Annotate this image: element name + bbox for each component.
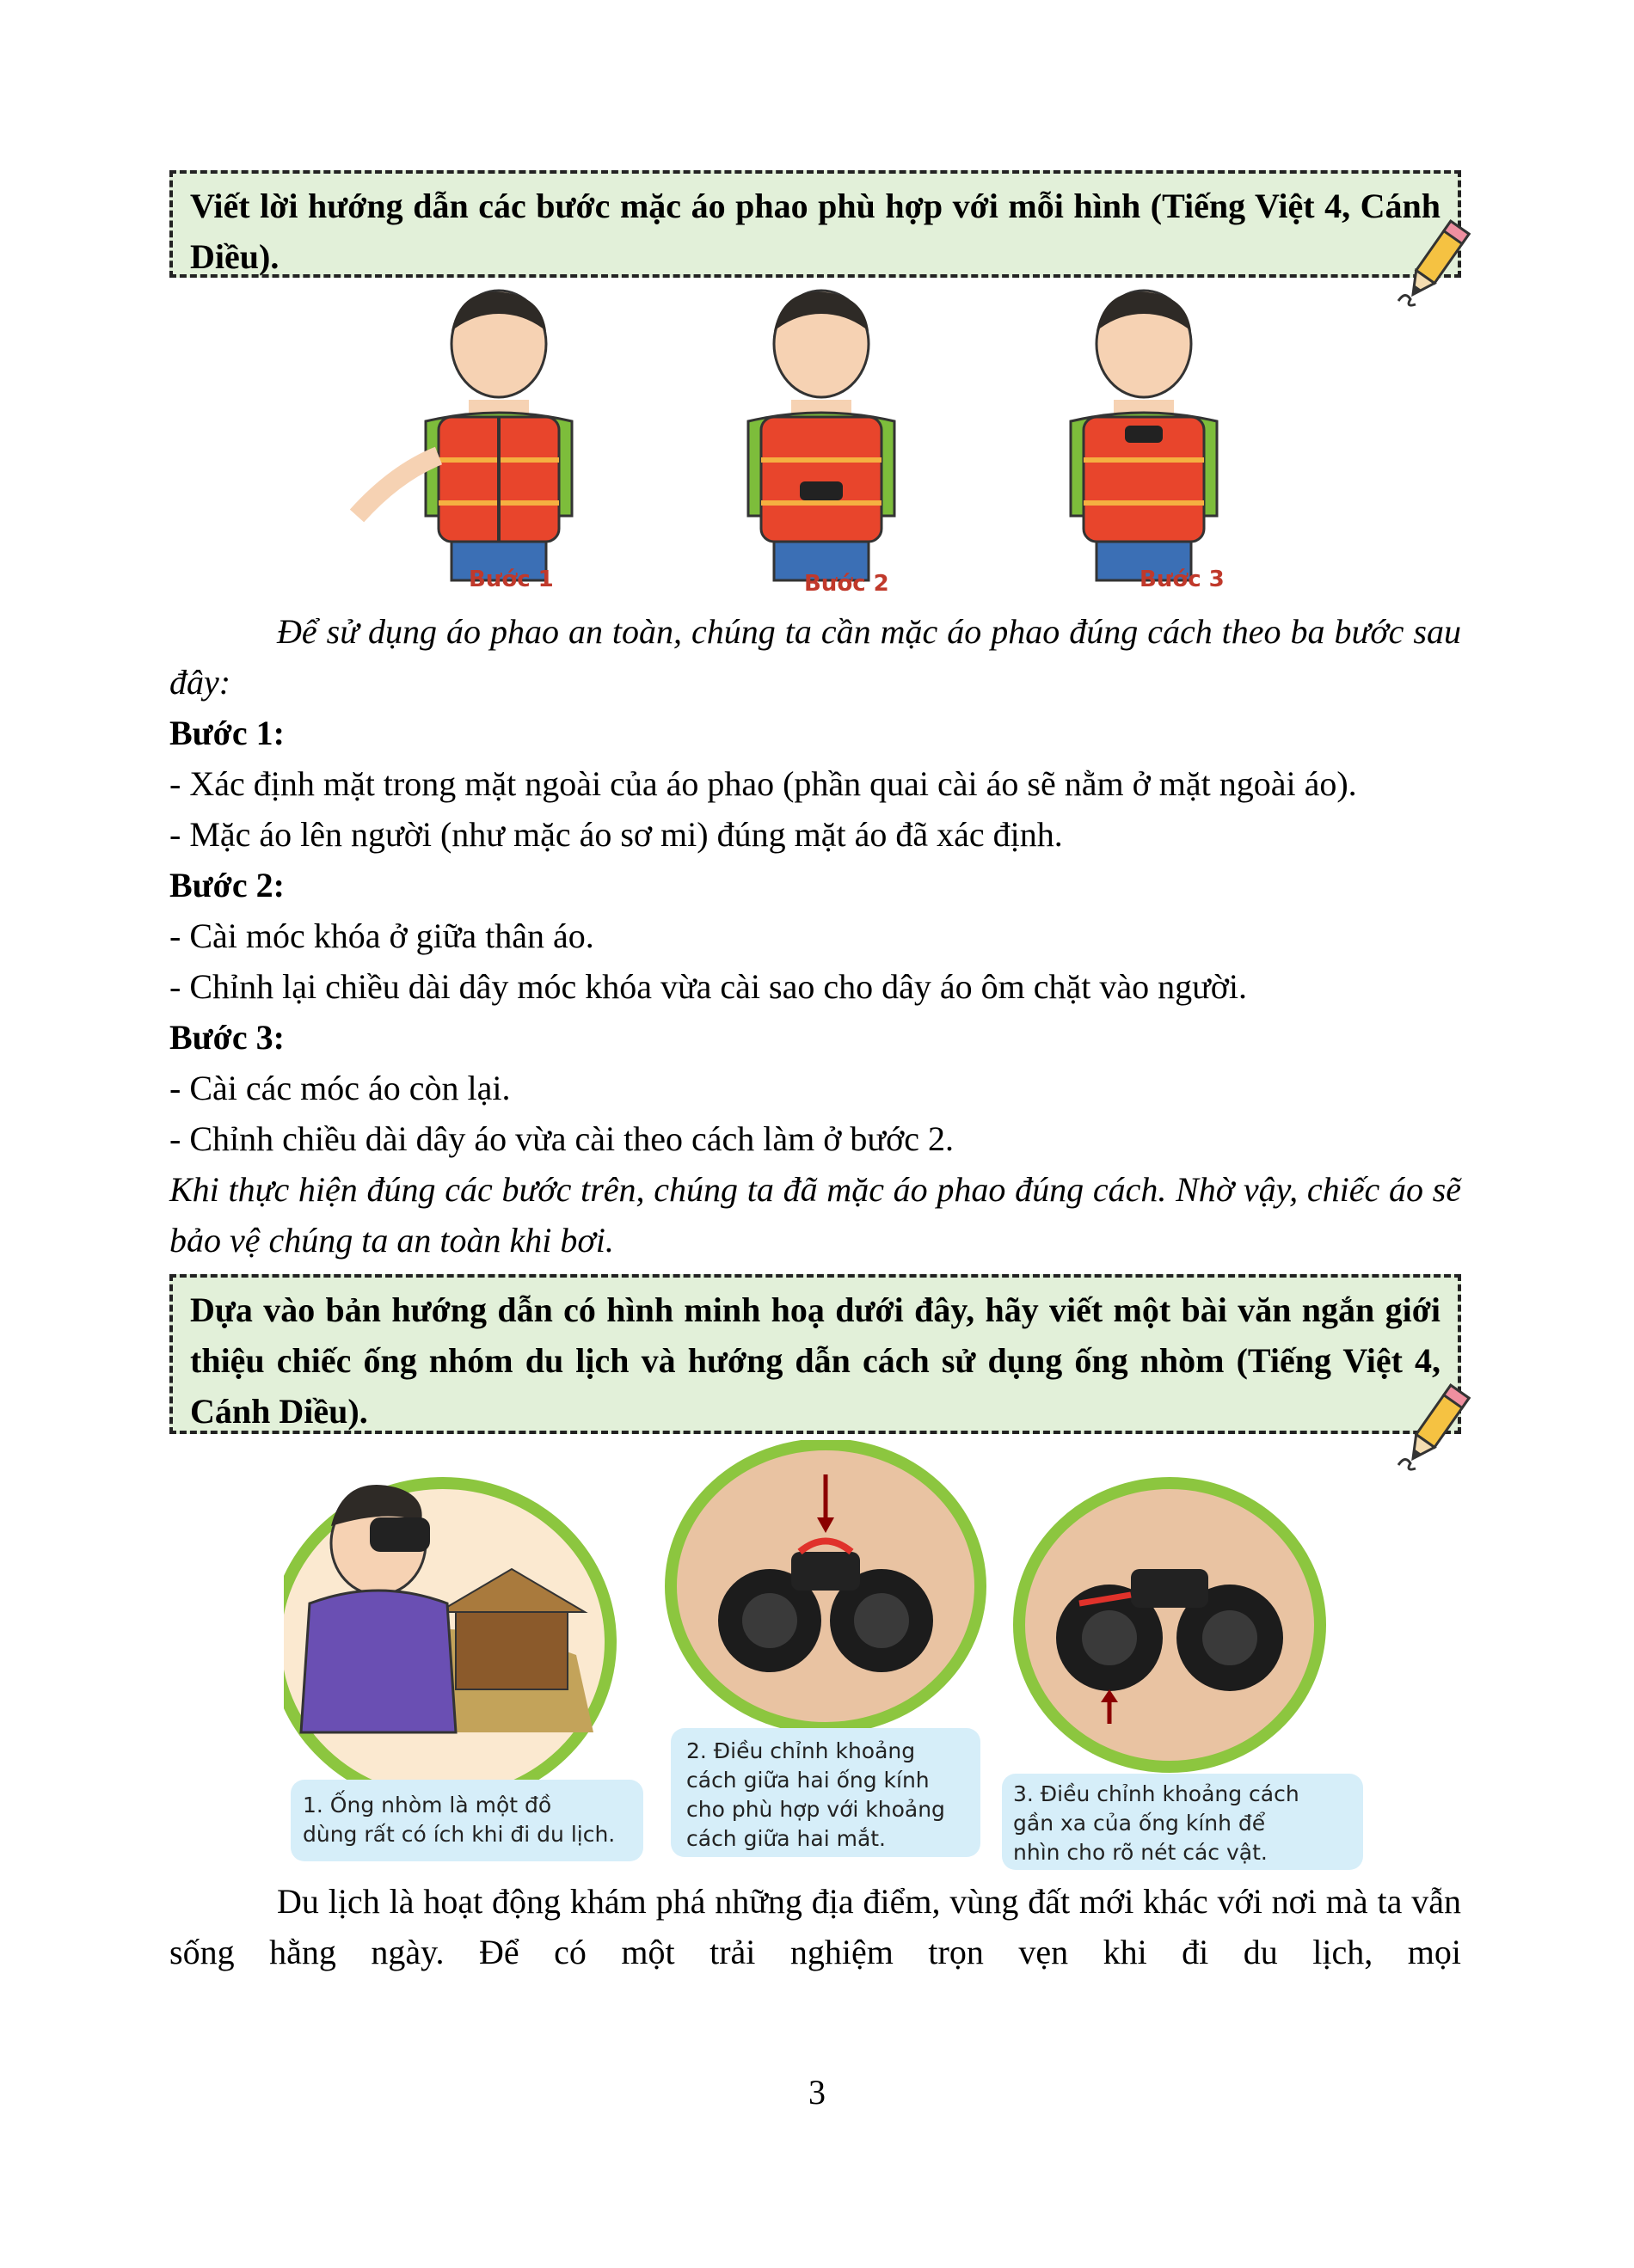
step-2-line-1: - Cài móc khóa ở giữa thân áo. — [169, 916, 594, 955]
panel-3-adjust-focus — [1019, 1483, 1320, 1767]
caption-3-line-3: nhìn cho rõ nét các vật. — [1013, 1840, 1268, 1865]
task-1-text: Viết lời hướng dẫn các bước mặc áo phao phù hợp với mỗi hình (Tiếng Việt 4, Cánh Diều). — [190, 187, 1440, 276]
step-3-figure — [1071, 291, 1217, 580]
pencil-icon — [1391, 215, 1473, 314]
answer-2 — [169, 1876, 1461, 1977]
life-vest-steps-illustration — [335, 284, 1299, 602]
pencil-icon — [1391, 1379, 1473, 1478]
caption-1-line-1: 1. Ống nhòm là một đồ — [303, 1793, 552, 1817]
step-3-label: Bước 3 — [1140, 567, 1225, 592]
panel-2-adjust-eye-distance — [671, 1444, 980, 1728]
step-2-title: Bước 2: — [169, 866, 285, 904]
step-2-figure — [748, 291, 894, 580]
step-1-line-1: - Xác định mặt trong mặt ngoài của áo phao (phần quai cài áo sẽ nằm ở mặt ngoài áo). — [169, 764, 1357, 803]
caption-2-line-2: cách giữa hai ống kính — [686, 1768, 930, 1793]
task-2-box — [169, 1274, 1461, 1434]
caption-2-line-3: cho phù hợp với khoảng — [686, 1797, 945, 1822]
step-2-label: Bước 2 — [804, 571, 889, 597]
caption-3-line-2: gần xa của ống kính để — [1013, 1811, 1266, 1836]
step-1-line-2: - Mặc áo lên người (như mặc áo sơ mi) đúng mặt áo đã xác định. — [169, 815, 1063, 854]
answer-1-intro: Để sử dụng áo phao an toàn, chúng ta cần mặc áo phao đúng cách theo ba bước sau đây: — [169, 612, 1461, 702]
step-1-label: Bước 1 — [469, 567, 554, 592]
page-number: 3 — [808, 2073, 826, 2112]
step-1-title: Bước 1: — [169, 714, 285, 752]
binoculars-instructions-illustration — [284, 1440, 1367, 1879]
step-3-title: Bước 3: — [169, 1018, 285, 1057]
caption-2-line-1: 2. Điều chỉnh khoảng — [686, 1738, 916, 1763]
caption-1-line-2: dùng rất có ích khi đi du lịch. — [303, 1822, 616, 1847]
step-3-line-2: - Chỉnh chiều dài dây áo vừa cài theo cách làm ở bước 2. — [169, 1119, 955, 1158]
answer-1-conclusion: Khi thực hiện đúng các bước trên, chúng ta đã mặc áo phao đúng cách. Nhờ vậy, chiếc áo sẽ bảo vệ chúng ta an toàn khi bơi. — [169, 1170, 1461, 1260]
caption-3-line-1: 3. Điều chỉnh khoảng cách — [1013, 1781, 1299, 1806]
answer-2-intro: Du lịch là hoạt động khám phá những địa điểm, vùng đất mới khác với nơi mà ta vẫn sống hằng ngày. Để có một trải nghiệm trọn vẹn khi đi du lịch, mọi — [169, 1882, 1461, 1971]
task-1-box — [169, 170, 1461, 278]
step-3-line-1: - Cài các móc áo còn lại. — [169, 1069, 511, 1107]
step-2-line-2: - Chỉnh lại chiều dài dây móc khóa vừa cài sao cho dây áo ôm chặt vào người. — [169, 967, 1248, 1006]
panel-1-boy-with-binoculars — [284, 1483, 611, 1801]
answer-1 — [169, 606, 1461, 1266]
caption-2-line-4: cách giữa hai mắt. — [686, 1826, 887, 1851]
task-2-text: Dựa vào bản hướng dẫn có hình minh hoạ dưới đây, hãy viết một bài văn ngắn giới thiệu chiếc ống nhóm du lịch và hướng dẫn cách sử dụng ống nhòm (Tiếng Việt 4, Cánh Diều). — [190, 1290, 1440, 1431]
step-1-figure — [357, 291, 572, 580]
